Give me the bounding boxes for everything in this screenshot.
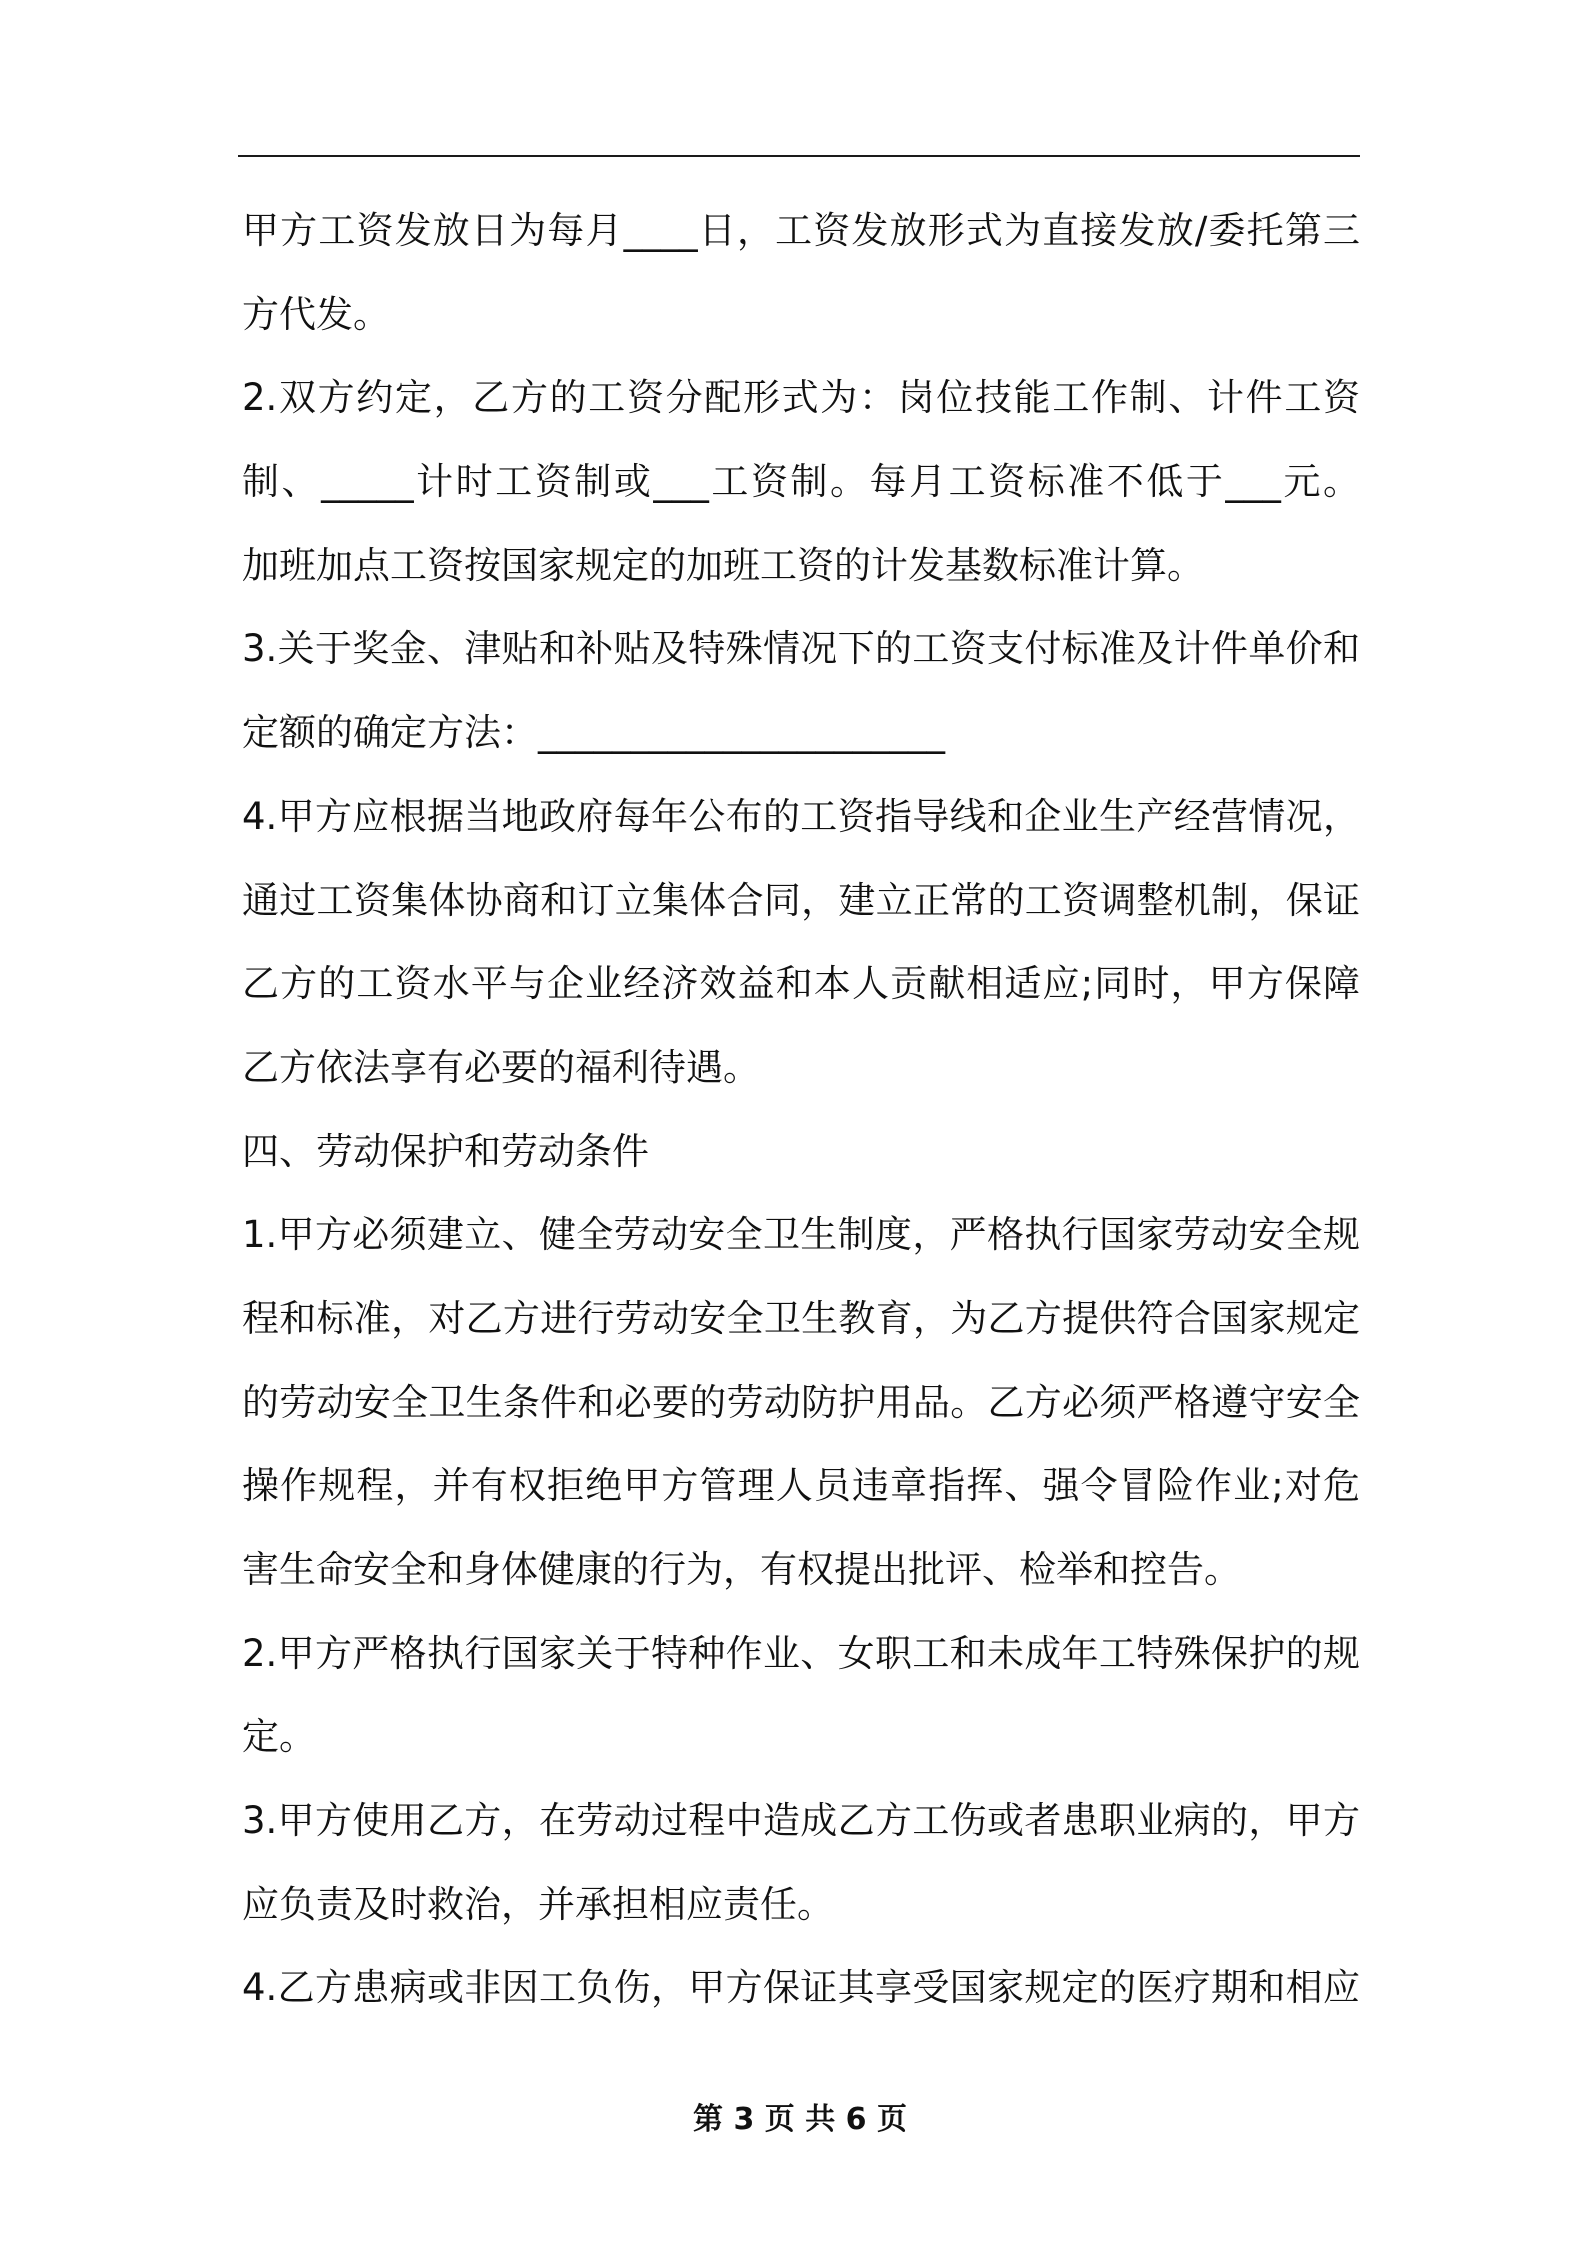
section-heading: 四、劳动保护和劳动条件 <box>242 1129 649 1173</box>
body-line: 2.双方约定，乙方的工资分配形式为：岗位技能工作制、计件工资 <box>242 376 1360 420</box>
body-line: 定额的确定方法：______________________ <box>242 711 945 755</box>
page-number-footer: 第 3 页 共 6 页 <box>693 2102 907 2137</box>
body-line: 3.甲方使用乙方，在劳动过程中造成乙方工伤或者患职业病的，甲方 <box>242 1799 1360 1843</box>
body-line: 定。 <box>242 1715 316 1759</box>
body-line: 应负责及时救治，并承担相应责任。 <box>242 1882 834 1926</box>
body-line: 1.甲方必须建立、健全劳动安全卫生制度，严格执行国家劳动安全规 <box>242 1213 1360 1257</box>
body-line: 制、_____计时工资制或___工资制。每月工资标准不低于___元。 <box>242 460 1360 504</box>
body-line: 操作规程，并有权拒绝甲方管理人员违章指挥、强令冒险作业;对危 <box>242 1464 1360 1508</box>
body-line: 通过工资集体协商和订立集体合同，建立正常的工资调整机制，保证 <box>242 878 1360 922</box>
body-line: 乙方的工资水平与企业经济效益和本人贡献相适应;同时，甲方保障 <box>242 962 1360 1006</box>
body-line: 2.甲方严格执行国家关于特种作业、女职工和未成年工特殊保护的规 <box>242 1631 1360 1675</box>
body-line: 加班加点工资按国家规定的加班工资的计发基数标准计算。 <box>242 543 1204 587</box>
body-line: 程和标准，对乙方进行劳动安全卫生教育，为乙方提供符合国家规定 <box>242 1296 1360 1340</box>
body-line: 方代发。 <box>242 292 390 336</box>
body-line: 3.关于奖金、津贴和补贴及特殊情况下的工资支付标准及计件单价和 <box>242 627 1360 671</box>
document-body <box>242 189 1360 2030</box>
header-rule <box>238 155 1360 157</box>
body-line: 甲方工资发放日为每月____日，工资发放形式为直接发放/委托第三 <box>242 209 1360 252</box>
body-line: 的劳动安全卫生条件和必要的劳动防护用品。乙方必须严格遵守安全 <box>242 1380 1360 1424</box>
body-line: 害生命安全和身体健康的行为，有权提出批评、检举和控告。 <box>242 1548 1241 1591</box>
body-line: 4.甲方应根据当地政府每年公布的工资指导线和企业生产经营情况， <box>242 794 1360 838</box>
body-line: 4.乙方患病或非因工负伤，甲方保证其享受国家规定的医疗期和相应 <box>242 1966 1360 2010</box>
body-line: 乙方依法享有必要的福利待遇。 <box>242 1045 760 1089</box>
